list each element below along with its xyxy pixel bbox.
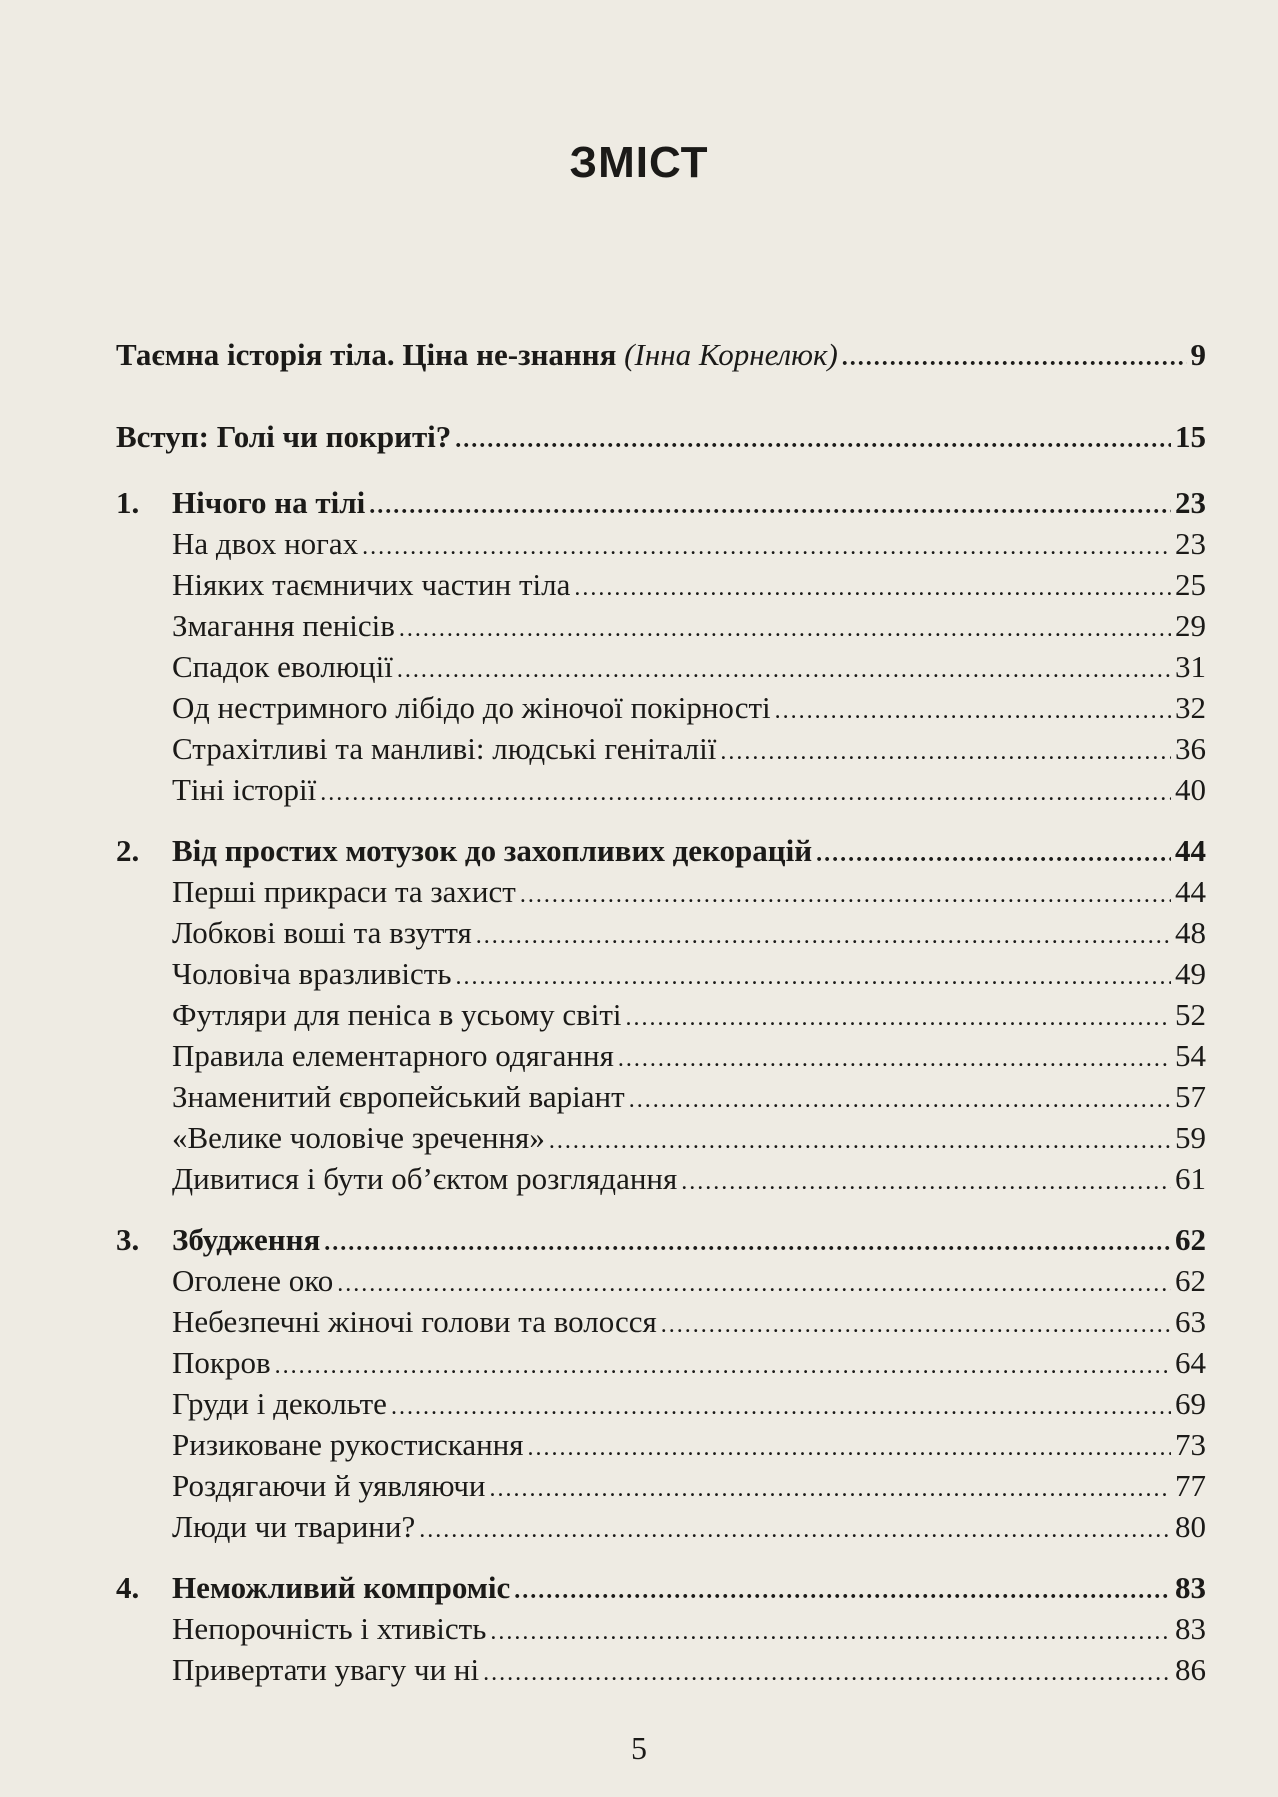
toc-chapter-entry — [116, 830, 1206, 871]
entry-page-number: 49 — [1175, 956, 1206, 991]
dot-leader — [842, 338, 1187, 379]
toc-section-entry — [116, 1076, 1206, 1117]
toc-section-entry — [116, 953, 1206, 994]
toc-section-entry — [116, 564, 1206, 605]
entry-page-number: 69 — [1175, 1386, 1206, 1421]
dot-leader — [574, 568, 1171, 609]
toc-section-entry — [116, 871, 1206, 912]
dot-leader — [549, 1121, 1171, 1162]
entry-title: Таємна історія тіла. Ціна не-знання — [116, 337, 617, 372]
dot-leader — [397, 650, 1171, 691]
entry-page-number: 59 — [1175, 1120, 1206, 1155]
entry-title: Збудження — [172, 1222, 321, 1257]
dot-leader — [520, 875, 1171, 916]
chapter-number: 3. — [116, 1222, 140, 1257]
toc-section-entry — [116, 523, 1206, 564]
entry-title: Лобкові воші та взуття — [172, 915, 472, 950]
toc-section-entry — [116, 1035, 1206, 1076]
entry-page-number: 83 — [1175, 1611, 1206, 1646]
toc-section-entry — [116, 1342, 1206, 1383]
entry-page-number: 80 — [1175, 1509, 1206, 1544]
entry-page-number: 40 — [1175, 772, 1206, 807]
entry-page-number: 31 — [1175, 649, 1206, 684]
entry-title: Непорочність і хтивість — [172, 1611, 487, 1646]
toc-section-entry — [116, 1465, 1206, 1506]
entry-page-number: 36 — [1175, 731, 1206, 766]
entry-page-number: 44 — [1175, 833, 1206, 868]
dot-leader — [337, 1264, 1171, 1305]
toc-section-entry — [116, 1424, 1206, 1465]
entry-page-number: 57 — [1175, 1079, 1206, 1114]
entry-title: Люди чи тварини? — [172, 1509, 416, 1544]
entry-page-number: 73 — [1175, 1427, 1206, 1462]
toc-section-entry — [116, 1158, 1206, 1199]
entry-title: Правила елементарного одягання — [172, 1038, 614, 1073]
dot-leader — [514, 1571, 1171, 1612]
dot-leader — [483, 1653, 1171, 1694]
entry-page-number: 62 — [1175, 1222, 1206, 1257]
toc-section-entry — [116, 605, 1206, 646]
entry-page-number: 63 — [1175, 1304, 1206, 1339]
toc-section-entry — [116, 1117, 1206, 1158]
toc-chapter-entry — [116, 334, 1206, 375]
entry-title: Спадок еволюції — [172, 649, 393, 684]
dot-leader — [629, 1080, 1171, 1121]
toc-chapter-entry — [116, 1567, 1206, 1608]
entry-page-number: 23 — [1175, 485, 1206, 520]
dot-leader — [490, 1612, 1171, 1653]
entry-page-number: 23 — [1175, 526, 1206, 561]
page-number: 5 — [631, 1730, 647, 1766]
dot-leader — [320, 773, 1171, 814]
dot-leader — [661, 1305, 1171, 1346]
entry-page-number: 52 — [1175, 997, 1206, 1032]
chapter-number: 4. — [116, 1570, 140, 1605]
toc-section-entry — [116, 687, 1206, 728]
dot-leader — [455, 957, 1171, 998]
entry-title: Нічого на тілі — [172, 485, 366, 520]
entry-page-number: 15 — [1175, 419, 1206, 454]
dot-leader — [528, 1428, 1171, 1469]
toc-section-entry — [116, 1608, 1206, 1649]
entry-page-number: 61 — [1175, 1161, 1206, 1196]
entry-title: Роздягаючи й уявляючи — [172, 1468, 486, 1503]
table-of-contents — [116, 334, 1206, 1690]
entry-title: Небезпечні жіночі голови та волосся — [172, 1304, 657, 1339]
entry-title: Ніяких таємничих частин тіла — [172, 567, 571, 602]
dot-leader — [681, 1162, 1171, 1203]
toc-section-entry — [116, 769, 1206, 810]
entry-page-number: 32 — [1175, 690, 1206, 725]
chapter-number: 2. — [116, 833, 140, 868]
toc-section-entry — [116, 728, 1206, 769]
toc-section-entry — [116, 1301, 1206, 1342]
dot-leader — [391, 1387, 1171, 1428]
toc-section-entry — [116, 994, 1206, 1035]
dot-leader — [720, 732, 1171, 773]
dot-leader — [419, 1510, 1171, 1551]
entry-page-number: 44 — [1175, 874, 1206, 909]
toc-section-entry — [116, 1506, 1206, 1547]
dot-leader — [618, 1039, 1171, 1080]
entry-page-number: 29 — [1175, 608, 1206, 643]
entry-author: (Інна Корнелюк) — [624, 337, 838, 372]
toc-chapter-entry — [116, 416, 1206, 457]
entry-title: Привертати увагу чи ні — [172, 1652, 480, 1687]
entry-title: Дивитися і бути об’єктом розглядання — [172, 1161, 678, 1196]
entry-title: Футляри для пеніса в усьому світі — [172, 997, 622, 1032]
dot-leader — [816, 834, 1171, 875]
entry-page-number: 25 — [1175, 567, 1206, 602]
toc-section-entry — [116, 1383, 1206, 1424]
toc-section-entry — [116, 1260, 1206, 1301]
page-title: ЗМІСТ — [569, 138, 709, 187]
entry-page-number: 77 — [1175, 1468, 1206, 1503]
dot-leader — [369, 486, 1171, 527]
entry-title: Груди і декольте — [172, 1386, 387, 1421]
entry-title: Вступ: Голі чи покриті? — [116, 419, 452, 454]
toc-section-entry — [116, 646, 1206, 687]
entry-page-number: 83 — [1175, 1570, 1206, 1605]
entry-title: Неможливий компроміс — [172, 1570, 511, 1605]
dot-leader — [775, 691, 1171, 732]
entry-title: Оголене око — [172, 1263, 334, 1298]
dot-leader — [324, 1223, 1171, 1264]
entry-page-number: 9 — [1190, 337, 1206, 372]
entry-page-number: 64 — [1175, 1345, 1206, 1380]
toc-section-entry — [116, 1649, 1206, 1690]
entry-title: Змагання пенісів — [172, 608, 395, 643]
entry-page-number: 48 — [1175, 915, 1206, 950]
entry-page-number: 86 — [1175, 1652, 1206, 1687]
dot-leader — [399, 609, 1171, 650]
entry-title: Од нестримного лібідо до жіночої покірності — [172, 690, 771, 725]
entry-title: Чоловіча вразливість — [172, 956, 452, 991]
entry-title: Страхітливі та манливі: людські геніталії — [172, 731, 717, 766]
toc-section-entry — [116, 912, 1206, 953]
entry-title: Від простих мотузок до захопливих декорацій — [172, 833, 813, 868]
entry-title: Знаменитий європейський варіант — [172, 1079, 625, 1114]
entry-page-number: 62 — [1175, 1263, 1206, 1298]
entry-title: На двох ногах — [172, 526, 359, 561]
dot-leader — [476, 916, 1171, 957]
toc-chapter-entry — [116, 1219, 1206, 1260]
toc-chapter-entry — [116, 482, 1206, 523]
dot-leader — [490, 1469, 1171, 1510]
dot-leader — [275, 1346, 1171, 1387]
entry-page-number: 54 — [1175, 1038, 1206, 1073]
dot-leader — [362, 527, 1171, 568]
entry-title: Ризиковане рукостискання — [172, 1427, 524, 1462]
entry-title: Перші прикраси та захист — [172, 874, 516, 909]
dot-leader — [455, 420, 1171, 461]
entry-title: Тіні історії — [172, 772, 317, 807]
entry-title: «Велике чоловіче зречення» — [172, 1120, 545, 1155]
chapter-number: 1. — [116, 485, 140, 520]
dot-leader — [626, 998, 1171, 1039]
entry-title: Покров — [172, 1345, 271, 1380]
